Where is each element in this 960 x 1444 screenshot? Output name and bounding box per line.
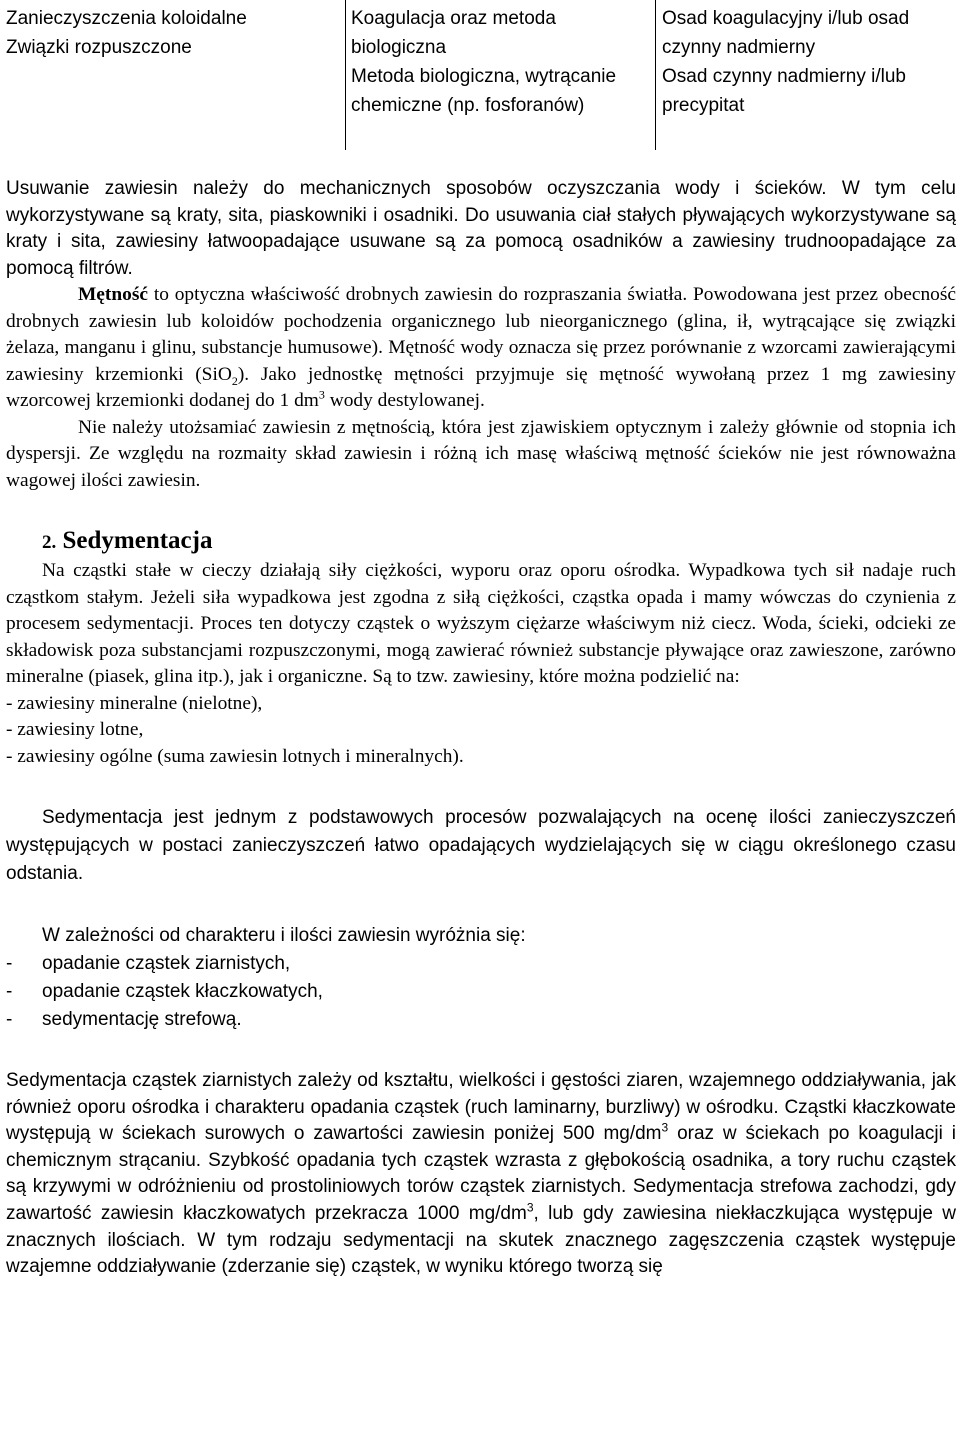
table-cell: Zanieczyszczenia koloidalne <box>6 8 247 29</box>
section-title: Sedymentacja <box>62 527 213 554</box>
list-item: - zawiesiny lotne, <box>6 719 144 740</box>
paragraph-sedimentation-intro: Na cząstki stałe w cieczy działają siły ciężkości, wyporu oraz oporu ośrodka. Wypadkowa tych sił nadaje ruch cząstkom stałym. Jeżeli siła wypadkowa jest zgodna z siłą ciężkości, cząstka opada i mamy wówczas do czynienia z procesem sedymentacji. Proces ten dotyczy cząstek o wyższym ciężarze właściwym niż ciecz. Woda, ścieki, odcieki ze składowisk poza substancjami rozpuszczonymi, mogą zawierać również substancje pływające oraz zawieszone, zarówno mineralne (piasek, glina itp.), jak i organiczne. Są to tzw. zawiesiny, które można podzielić na: <box>6 560 956 687</box>
paragraph-sedimentation-kinds: W zależności od charakteru i ilości zawiesin wyróżnia się: <box>42 925 526 946</box>
suspension-types-list <box>6 691 956 771</box>
table-cell: Koagulacja oraz metoda biologiczna <box>351 8 556 58</box>
section-number: 2. <box>42 532 57 553</box>
document-page <box>6 0 956 1281</box>
table-cell: Osad czynny nadmierny i/lub precypitat <box>662 66 906 116</box>
list-item: - sedymentację strefową. <box>6 1009 242 1030</box>
term-turbidity: Mętność <box>78 284 148 305</box>
table-column-sludge <box>662 4 956 120</box>
list-item: - zawiesiny mineralne (nielotne), <box>6 692 263 714</box>
table-divider <box>345 0 346 150</box>
pollutants-table <box>6 0 956 152</box>
section-heading <box>6 524 956 558</box>
list-item: - opadanie cząstek ziarnistych, <box>6 953 291 974</box>
paragraph-turbidity-note: Nie należy utożsamiać zawiesin z mętnością, która jest zjawiskiem optycznym i zależy głównie od stopnia ich dyspersji. Ze względu na rozmaity skład zawiesin i różną ich masę właściwą mętność ścieków nie jest równoważna wagowej ilości zawiesin. <box>6 416 956 491</box>
table-divider <box>655 0 656 150</box>
paragraph-suspended-solids: Usuwanie zawiesin należy do mechanicznych sposobów oczyszczania wody i ścieków. W tym celu wykorzystywane są kraty, sita, piaskowniki i osadniki. Do usuwania ciał stałych pływających wykorzystywane są kraty i sita, zawiesiny łatwoopadające usuwane są za pomocą osadników a zawiesiny trudnoopadające za pomocą filtrów. <box>6 178 956 279</box>
paragraph-sedimentation-definition: Sedymentacja jest jednym z podstawowych procesów pozwalających na ocenę ilości zanieczyszczeń występujących w postaci zanieczyszczeń łatwo opadających wydzielających się w ciągu określonego czasu odstania. <box>6 807 956 884</box>
table-cell: Osad koagulacyjny i/lub osad czynny nadmierny <box>662 8 910 58</box>
paragraph-turbidity: Mętność to optyczna właściwość drobnych zawiesin do rozpraszania światła. Powodowana jest przez obecność drobnych zawiesin lub koloidów pochodzenia organicznego lub nieorganicznego (glina, ił, wytrącające się związki żelaza, manganu i glinu, substancje humusowe). Mętność wody oznacza się przez porównanie z wzorcami zawierającymi zawiesiny krzemionki (SiO$_2$). Jako jednostkę mętności przyjmuje się mętność wywołaną przez 1 mg zawiesiny wzorcowej krzemionki dodanej do 1 $dm^3$ wody destylowanej. <box>6 284 956 411</box>
table-cell: Metoda biologiczna, wytrącanie chemiczne (np. fosforanów) <box>351 66 617 116</box>
table-column-method <box>351 4 651 120</box>
list-item: - zawiesiny ogólne (suma zawiesin lotnych i mineralnych). <box>6 745 464 767</box>
table-cell: Związki rozpuszczone <box>6 37 192 58</box>
table-column-pollutant <box>6 4 342 62</box>
paragraph-sedimentation-types: Sedymentacja cząstek ziarnistych zależy od kształtu, wielkości i gęstości ziaren, wzajemnego oddziaływania, jak również oporu ośrodka i charakteru opadania cząstek (ruch laminarny, burzliwy) w ośrodku. Cząstki kłaczkowate występują w ściekach surowych o zawartości zawiesin poniżej 500 $mg/dm^3$ oraz w ściekach po koagulacji i chemicznym strącaniu. Szybkość opadania tych cząstek wzrasta z głębokością osadnika, a tory ruchu cząstek są krzywymi w odróżnieniu od prostoliniowych torów cząstek ziarnistych. Sedymentacja strefowa zachodzi, gdy zawartość zawiesin kłaczkowatych przekracza 1000 $mg/dm^3$, lub gdy zawiesina niekłaczkująca występuje w znacznych ilościach. W tym rodzaju sedymentacji na skutek znacznego zagęszczenia cząstek występuje wzajemne oddziaływanie (zderzanie się) cząstek, w wyniku którego tworzą się <box>6 1070 957 1278</box>
list-item: - opadanie cząstek kłaczkowatych, <box>6 981 323 1002</box>
sedimentation-kinds-list <box>6 950 956 1034</box>
